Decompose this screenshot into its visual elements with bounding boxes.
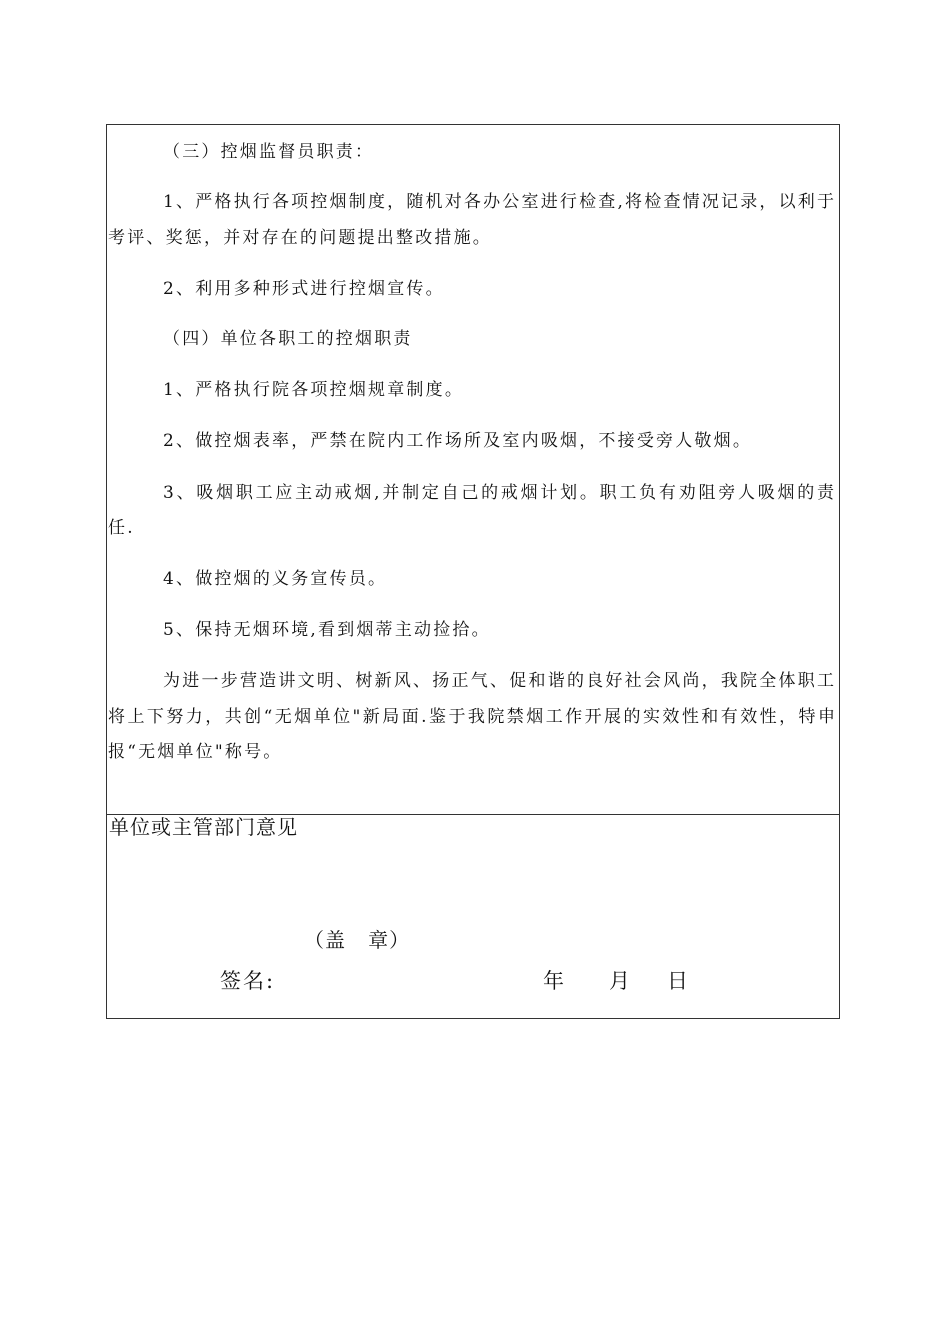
paragraph-line: 1、严格执行各项控烟制度，随机对各办公室进行检查,将检查情况记录，以利于 — [163, 192, 834, 212]
paragraph-line: 考评、奖惩，并对存在的问题提出整改措施。 — [108, 228, 492, 248]
paragraph-line: 4、做控烟的义务宣传员。 — [163, 569, 388, 589]
paragraph-line: 任. — [108, 518, 135, 538]
paragraph-line: 将上下努力，共创“无烟单位"新局面.鉴于我院禁烟工作开展的实效性和有效性，特申 — [108, 707, 835, 727]
paragraph-line: 报“无烟单位"称号。 — [108, 742, 283, 762]
seal-placeholder: （盖 章） — [304, 928, 411, 952]
paragraph-line: 为进一步营造讲文明、树新风、扬正气、促和谐的良好社会风尚，我院全体职工 — [163, 671, 834, 691]
paragraph-line: 1、严格执行院各项控烟规章制度。 — [163, 380, 465, 400]
paragraph-line: 3、吸烟职工应主动戒烟,并制定自己的戒烟计划。职工负有劝阻旁人吸烟的责 — [163, 483, 834, 503]
opinion-label: 单位或主管部门意见 — [109, 815, 298, 839]
date-day-label: 日 — [667, 969, 688, 993]
paragraph-line: 2、利用多种形式进行控烟宣传。 — [163, 279, 445, 299]
date-year-label: 年 — [543, 969, 564, 993]
section-heading-4: （四）单位各职工的控烟职责 — [163, 329, 413, 349]
paragraph-line: 5、保持无烟环境,看到烟蒂主动捡拾。 — [163, 620, 491, 640]
application-form-table — [106, 124, 840, 1019]
paragraph-line: 2、做控烟表率，严禁在院内工作场所及室内吸烟，不接受旁人敬烟。 — [163, 431, 753, 451]
section-heading-3: （三）控烟监督员职责： — [163, 142, 375, 162]
date-month-label: 月 — [609, 969, 630, 993]
signature-label: 签名: — [220, 969, 276, 993]
